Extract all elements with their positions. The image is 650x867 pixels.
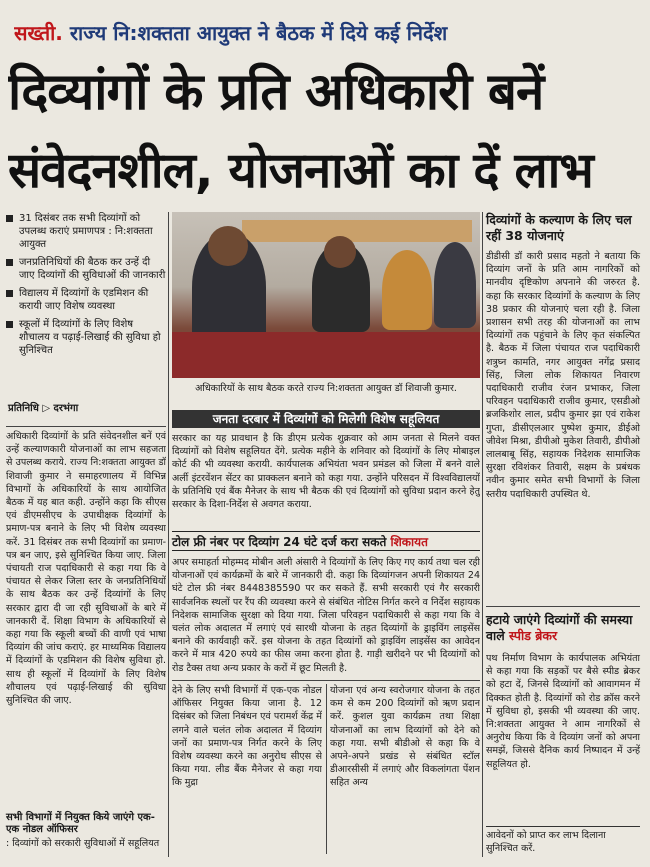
bullet-square-icon [6,321,13,328]
person-figure [208,226,248,266]
photo-caption: अधिकारियों के साथ बैठक करते राज्य नि:शक्तता आयुक्त डॉ शिवाजी कुमार. [195,383,457,394]
headline-line-2: संवेदनशील, योजनाओं का दें लाभ [8,142,593,199]
subhead-janta-darbar: जनता दरबार में दिव्यांगों को मिलेगी विशेष सहूलियत [172,410,480,428]
highlight-text: स्कूलों में दिव्यांगों के लिए विशेष शौचालय व पढ़ाई-लिखाई की सुविधा हो सुनिश्चित [19,319,161,356]
column-divider [482,212,483,857]
person-figure [324,236,356,268]
column-divider [168,212,169,857]
photo-banner [242,220,472,242]
right-head-schemes: दिव्यांगों के कल्याण के लिए चल रहीं 38 योजनाएं [486,212,632,243]
article-column-bottom-2: योजना एवं अन्य स्वरोजगार योजना के तहत कम से कम 200 दिव्यांगों को ऋण प्रदान करें. कुशल युवा कार्यक्रम तथा शिक्षा योजनाओं का लाभ दिव्यांगों को देने को कहा गया. सभी बीडीओ से कहा कि वे अपने-अपने प्रखंड से संबंधित स्टॉल डीआरसीसी में लगाएं और विकलांगता पेंशन सहित अन्य [330,685,480,789]
right-body-speed-breaker: पथ निर्माण विभाग के कार्यपालक अभियंता से कहा गया कि सड़कों पर बैसे स्पीड ब्रेकर को हटा दें, जिनसे दिव्यांगों को आवागमन में दिक्कत होती है. दिव्यांगों को रोड क्रॉस करने में सुविधा हो, इसकी भी व्यवस्था की जाए. नि:शक्तता आयुक्त ने आम नागरिकों से अनुरोध किया कि वे दिव्यांग जनों को अपना समझें, जिससे दैनिक कार्य निष्पादन में उन्हें सहूलियत हो. [486,653,640,770]
right-head-speed-breaker-red: स्पीड ब्रेकर [509,628,558,643]
section-divider [6,426,166,427]
kicker-text: राज्य नि:शक्तता आयुक्त ने बैठक में दिये कई निर्देश [69,21,448,45]
highlight-item [6,318,166,357]
top-strip [0,0,650,14]
highlight-item [6,256,166,282]
section-divider [172,680,480,681]
subhead-toll-free [172,531,480,551]
left-column-end: : दिव्यांगों को सरकारी सुविधाओं में सहूलियत [6,838,160,849]
person-figure [434,242,476,328]
highlight-text: जनप्रतिनिधियों की बैठक कर उन्हें दी जाए दिव्यांगों की सुविधाओं की जानकारी [19,257,166,281]
bullet-square-icon [6,259,13,266]
meeting-table [172,332,480,378]
headline-line-1: दिव्यांगों के प्रति अधिकारी बनें [8,63,544,122]
subhead-toll-free-text: टोल फ्री नंबर पर दिव्यांग 24 घंटे दर्ज करा सकते [172,535,387,549]
column-divider [326,684,327,854]
right-footer-text: आवेदनों को प्राप्त कर लाभ दिलाना सुनिश्चित करें. [486,826,640,855]
right-head-speed-breaker-text: हटाये जाएंगे दिव्यांगों की समस्या वाले [486,612,633,643]
article-column-left: अधिकारी दिव्यांगों के प्रति संवेदनशील बनें एवं उन्हें कल्याणकारी योजनाओं का लाभ सहजता से उपलब्ध कराये. राज्य नि:शक्तता आयुक्त डॉ शिवाजी कुमार ने समाहरणालय में विभिन्न विभागों के अधिकारियों के साथ आयोजित बैठक में यह बात कही. उन्होंने कहा कि सीएस एवं डीएमसीएच के उपाधीक्षक दिव्यांगों के प्रमाण-पत्र बनाने के लिए भी विशेष व्यवस्था करें. 31 दिसंबर तक सभी दिव्यांगों का प्रमाण-पत्र बन जाए, इसे सुनिश्चित किया जाए. जिला पंचायती राज पदाधिकारी से कहा गया कि वे पंचायत से लेकर जिला स्तर के जनप्रतिनिधियों के साथ बैठक कर उन्हें दिव्यांगों के लिए सरकार द्वारा दी जा रही सुविधाओं के बारे में जानकारी दें. शिक्षा विभाग के अधिकारियों से कहा गया कि स्कूली बच्चों की वाणी एवं भाषा दिव्यांग की जांच कराएं. हर माध्यमिक विद्यालय में दिव्यांगों के एडमिशन की विशेष सुविधा हो. साथ ही स्कूलों में दिव्यांगों के लिए विशेष शौचालय एवं पढ़ाई-लिखाई की सुविधा सुनिश्चित की जाए. [6,431,166,707]
article-column-mid-2: अपर समाहर्ता मोहम्मद मोबीन अली अंसारी ने दिव्यांगों के लिए किए गए कार्य तथा चल रही योजनाओं एवं कार्यक्रमों के बारे में जानकारी दी. कहा कि दिव्यांगजन अपनी शिकायत 24 घंटे टोल फ्री नंबर 8448385590 पर कर सकते हैं. सभी सरकारी एवं गैर सरकारी सार्वजनिक स्थलों पर रैंप की व्यवस्था करने से संबंधित नोटिस निर्गत करने व निर्देश सहायक निदेशक सामाजिक सुरक्षा को दिया गया. जिला परिवहन पदाधिकारी से कहा गया कि वे चलंत लोक अदालत में लगाएं एवं सारथी योजना के तहत दिव्यांगों के ड्राइविंग लाइसेंस बनाने की कार्यवाही करें. इस योजना के तहत दिव्यांगों को ड्राइविंग लाइसेंस का आवेदन करने में मात्र 420 रुपये का फीस जमा करना होता है. गाड़ी खरीदने पर भी दिव्यांगों को रोड टैक्स तथा अन्य प्रकार के करों में छूट मिलती है. [172,557,480,674]
highlights-list [6,212,166,362]
article-column-mid-1: सरकार का यह प्रावधान है कि डीएम प्रत्येक शुक्रवार को आम जनता से मिलने वक्त दिव्यांगों को विशेष सहूलियत देंगे. प्रत्येक महीने के शनिवार को दिव्यांगों के लिए मोबाइल कोर्ट की भी व्यवस्था करायी. कार्यपालक अभियंता भवन प्रमंडल को जिला में बनने वाले अर्ली इंटरवेंशन सेंटर का प्राक्कलन बनाने को कहा गया. उन्होंने परिसदन में विश्वविद्यालयों के प्रतिनिधि एवं बैंक मैनेजर के साथ भी बैठक की एवं दिव्यांगों को सुविधा प्रदान करने हेतु सरकार के दिशा-निर्देश से अवगत कराया. [172,433,480,511]
highlight-text: 31 दिसंबर तक सभी दिव्यांगों को उपलब्ध कराएं प्रमाणपत्र : नि:शक्तता आयुक्त [19,213,153,250]
kicker [14,16,634,50]
highlight-item [6,287,166,313]
bullet-square-icon [6,290,13,297]
right-body-schemes: डीडीसी डॉ कारी प्रसाद महतो ने बताया कि दिव्यांग जनों के प्रति आम नागरिकों को मानवीय दृष्टिकोण अपनाने की जरुरत है. कहा कि सरकार दिव्यांगों के कल्याण के लिए 38 प्रकार की योजनाएं चला रही है. जिला प्रशासन सभी तरह की योजनाओं का लाभ दिव्यांगों तक पहुंचाने के लिए कृत संकल्पित है. बैठक में जिला पंचायत राज पदाधिकारी शत्रुघ्न कामति, नगर आयुक्त नगेंद्र प्रसाद सिंह, जिला लोक शिकायत निवारण पदाधिकारी राजीव रंजन प्रभाकर, जिला परिवहन पदाधिकारी राजीव कुमार, एसडीओ ब्रजकिशोर लाल, प्रदीप कुमार झा एवं राकेश गुप्ता, डीसीएलआर पुष्पेश कुमार, डीईओ जीवेश मिश्रा, डीपीओ मुकेश तिवारी, डीपीओ लालबाबू सिंह, सहायक निदेशक सामाजिक सुरक्षा रविशंकर तिवारी, सक्षम के प्रबंधक नवीन कुमार समेत सभी विभागों के जिला स्तरीय पदाधिकारी उपस्थित थे. [486,251,640,500]
right-sidebar [486,212,640,501]
subhead-toll-free-red: शिकायत [390,535,428,549]
right-head-speed-breaker [486,612,640,644]
meeting-photo [172,212,480,378]
section-divider [486,606,640,607]
person-figure [382,250,432,330]
kicker-place: सख्ती. [14,21,63,45]
highlight-text: विद्यालय में दिव्यांगों के एडमिशन की करायी जाए विशेष व्यवस्था [19,288,149,312]
highlight-item [6,212,166,251]
dateline: प्रतिनिधि ▷ दरभंगा [8,403,79,414]
article-column-bottom-1: देने के लिए सभी विभागों में एक-एक नोडल ऑफिसर नियुक्त किया जाना है. 12 दिसंबर को जिला निबंधन एवं परामर्श केंद्र में लगने वाले चलंत लोक अदालत में दिव्यांग जनों का प्रमाण-पत्र निर्गत करने के लिए विशेष व्यवस्था करने का अनुरोध सीएस से किया गया. लीड बैंक मैनेजर से कहा गया कि मुद्रा [172,685,322,789]
bullet-square-icon [6,215,13,222]
left-subhead: सभी विभागों में नियुक्त किये जाएंगे एक-एक नोडल ऑफिसर [6,812,155,835]
